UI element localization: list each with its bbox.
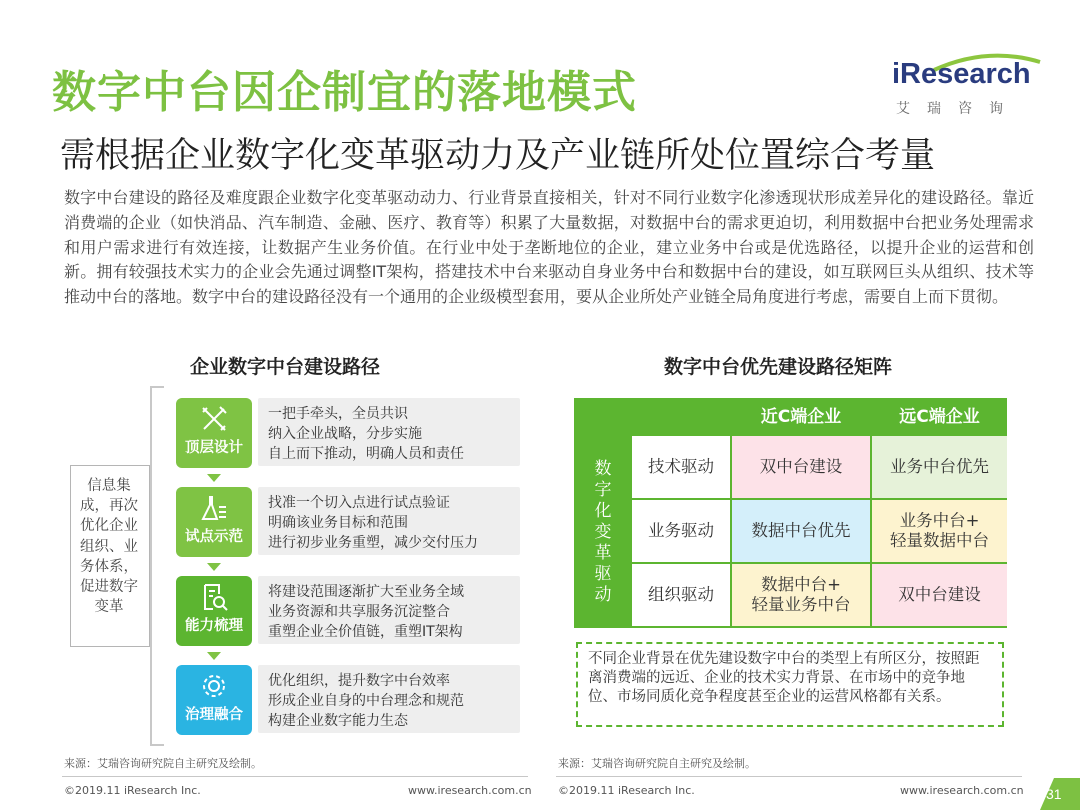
down-arrow-icon (207, 563, 221, 571)
page-number: 31 (1046, 786, 1062, 802)
flask-icon (199, 493, 229, 523)
step-line: 纳入企业战略，分步实施 (268, 426, 422, 442)
pencil-ruler-icon (199, 404, 229, 434)
matrix-cell (732, 564, 870, 626)
step-line: 进行初步业务重塑，减少交付压力 (268, 535, 478, 551)
step-label: 能力梳理 (185, 618, 243, 634)
step-line: 一把手牵头，全员共识 (268, 406, 408, 422)
matrix-side-label-text: 数字化变革驱动 (594, 458, 612, 605)
priority-matrix (574, 398, 1007, 628)
feedback-box (70, 465, 150, 647)
row-label-org: 组织驱动 (632, 564, 730, 626)
matrix-cell (872, 564, 1007, 626)
step-line: 自上而下推动，明确人员和责任 (268, 446, 464, 462)
cell-line: 数据中台+ (761, 575, 841, 594)
step-top-design (176, 398, 252, 468)
step-governance (176, 665, 252, 735)
step-line: 构建企业数字能力生态 (268, 713, 408, 729)
document-search-icon (199, 582, 229, 612)
matrix-note: 不同企业背景在优先建设数字中台的类型上有所区分，按照距离消费端的远近、企业的技术实力背景、在市场中的竞争地位、市场同质化竞争程度甚至企业的运营风格都有关系。 (576, 642, 1004, 727)
page-subtitle: 需根据企业数字化变革驱动力及产业链所处位置综合考量 (60, 136, 936, 176)
step-label: 试点示范 (185, 529, 243, 545)
footer-url-right: www.iresearch.com.cn (900, 784, 1024, 797)
iresearch-logo (892, 58, 1052, 126)
step-label: 治理融合 (185, 707, 243, 723)
col-header-far-c: 远C端企业 (899, 407, 980, 427)
logo-text: iResearch (892, 58, 1031, 90)
down-arrow-icon (207, 474, 221, 482)
footer-divider-right (556, 776, 1022, 777)
step-capability (176, 576, 252, 646)
step-pilot (176, 487, 252, 557)
intro-paragraph: 数字中台建设的路径及难度跟企业数字化变革驱动动力、行业背景直接相关，针对不同行业数字化渗透现状形成差异化的建设路径。靠近消费端的企业（如快消品、汽车制造、金融、医疗、教育等）积累了大量数据，对数据中台的需求更迫切，利用数据中台把业务处理需求和用户需求进行有效连接，让数据产生业务价值。在行业中处于垄断地位的企业，建立业务中台或是优选路径，以提升企业的运营和创新。拥有较强技术实力的企业会先通过调整IT架构，搭建技术中台来驱动自身业务中台和数据中台的建设，如互联网巨头从组织、技术等推动中台的落地。数字中台的建设路径没有一个通用的企业级模型套用，要从企业所处产业链全局角度进行考虑，需要自上而下贯彻。 (64, 188, 1034, 307)
footer-divider-left (62, 776, 528, 777)
step-line: 优化组织，提升数字中台效率 (268, 673, 450, 689)
step-description (258, 398, 520, 466)
matrix-cell (732, 436, 870, 498)
col-header-near-c: 近C端企业 (760, 407, 842, 427)
matrix-cell (872, 500, 1007, 562)
step-description (258, 576, 520, 644)
footer-url-left: www.iresearch.com.cn (408, 784, 532, 797)
source-left: 来源：艾瑞咨询研究院自主研究及绘制。 (64, 757, 262, 770)
footer-copyright-right: ©2019.11 iResearch Inc. (558, 784, 695, 797)
step-label: 顶层设计 (185, 440, 243, 456)
cell-line: 业务中台+ (899, 511, 980, 530)
step-description (258, 487, 520, 555)
feedback-text: 信息集成，再次优化企业组织、业务体系，促进数字变革 (80, 478, 138, 616)
logo-cn-text: 艾瑞咨询 (896, 101, 1020, 117)
down-arrow-icon (207, 652, 221, 660)
step-line: 业务资源和共享服务沉淀整合 (268, 604, 450, 620)
cell-line: 轻量业务中台 (751, 595, 851, 614)
right-section-title: 数字中台优先建设路径矩阵 (664, 356, 893, 378)
cell-line: 数据中台优先 (751, 521, 851, 540)
step-line: 将建设范围逐渐扩大至业务全域 (268, 584, 464, 600)
matrix-side-label (574, 436, 632, 628)
page-title: 数字中台因企制宜的落地模式 (52, 67, 637, 118)
left-section-title: 企业数字中台建设路径 (190, 356, 381, 378)
row-label-business: 业务驱动 (632, 500, 730, 562)
cell-line: 轻量数据中台 (890, 531, 989, 550)
step-line: 找准一个切入点进行试点验证 (268, 495, 450, 511)
step-line: 形成企业自身的中台理念和规范 (268, 693, 464, 709)
step-line: 重塑企业全价值链，重塑IT架构 (268, 624, 463, 640)
gears-icon (199, 671, 229, 701)
source-right: 来源：艾瑞咨询研究院自主研究及绘制。 (558, 757, 756, 770)
matrix-cell (732, 500, 870, 562)
flow-loop-line (150, 386, 164, 746)
matrix-cell (872, 436, 1007, 498)
cell-line: 双中台建设 (759, 457, 843, 476)
step-description (258, 665, 520, 733)
cell-line: 业务中台优先 (890, 457, 989, 476)
step-line: 明确该业务目标和范围 (268, 515, 408, 531)
row-label-tech: 技术驱动 (632, 436, 730, 498)
cell-line: 双中台建设 (898, 585, 981, 604)
footer-copyright-left: ©2019.11 iResearch Inc. (64, 784, 201, 797)
